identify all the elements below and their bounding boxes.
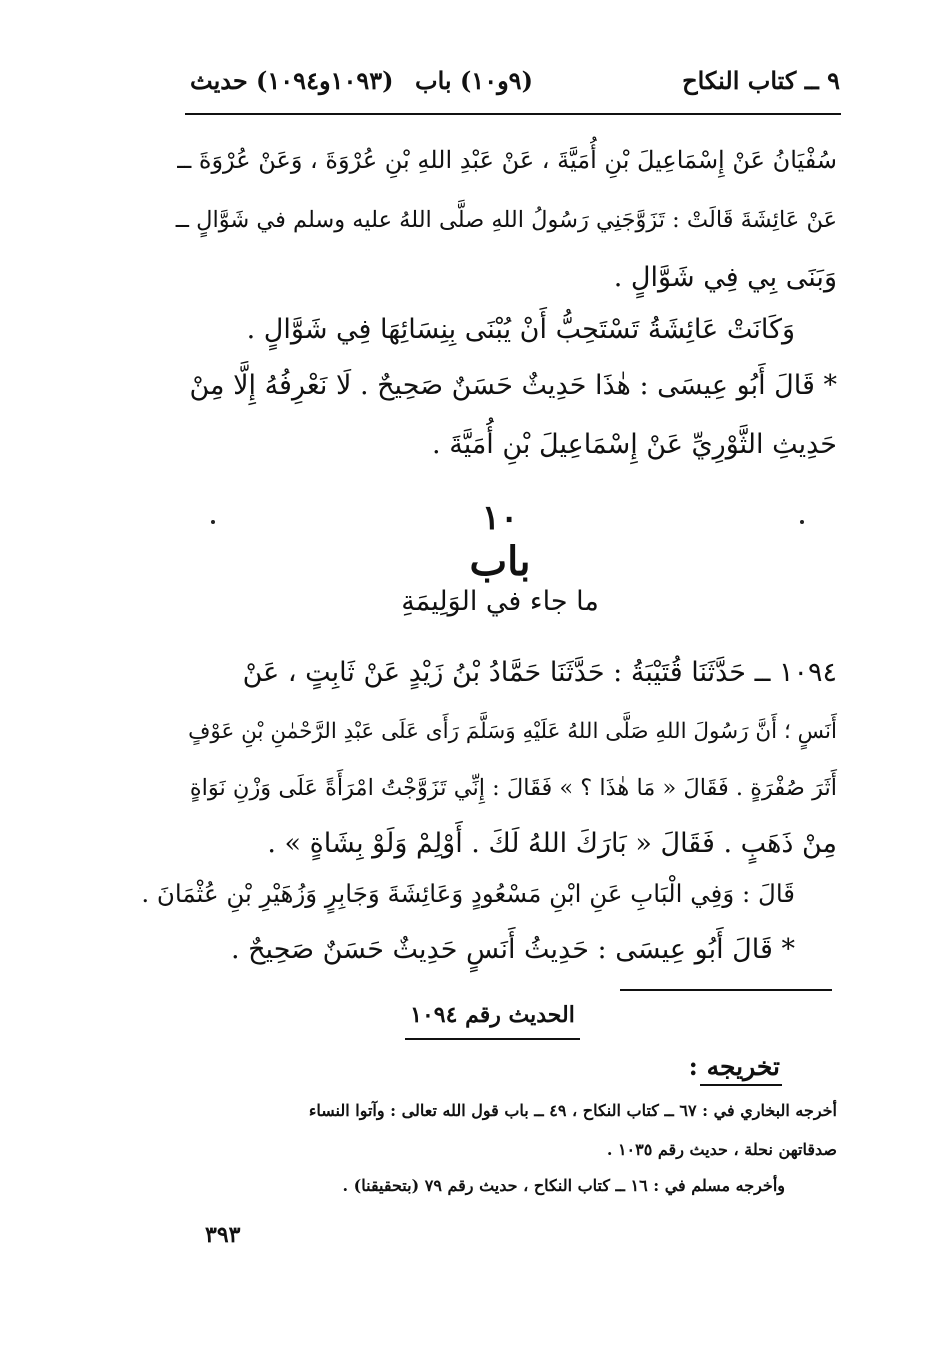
footnote-line: أخرجه البخاري في : ٦٧ ــ كتاب النكاح ، ٤٩ ــ باب قول الله تعالى : وآتوا النساء [308,1101,837,1120]
text-line: سُفْيَانُ عَنْ إِسْمَاعِيلَ بْنِ أُمَيَّةَ ، عَنْ عَبْدِ اللهِ بْنِ عُرْوَةَ ، وَعَنْ عُرْوَةَ ــ [177,146,837,174]
footnote-heading-underline [405,1038,580,1040]
running-header-bab: (٩و١٠) باب [415,66,533,95]
hadith-line: ١٠٩٤ ــ حَدَّثَنَا قُتَيْبَةُ : حَدَّثَنَا حَمَّادُ بْنُ زَيْدٍ عَنْ ثَابِتٍ ، عَنْ [242,657,837,688]
text-line: عَنْ عَائِشَةَ قَالَتْ : تَزَوَّجَنِي رَسُولُ اللهِ صلَّى اللهُ عليه وسلم في شَوَّالٍ ــ [175,207,837,233]
header-rule [185,113,841,115]
hadith-line: * قَالَ أَبُو عِيسَى : حَدِيثُ أَنَسٍ حَدِيثٌ حَسَنٌ صَحِيحٌ . [230,934,795,965]
footnote-separator [620,989,832,991]
scan-speck [211,520,215,524]
text-line: وَبَنَى بِي فِي شَوَّالٍ . [613,262,837,293]
hadith-line: قَالَ : وَفِي الْبَابِ عَنِ ابْنِ مَسْعُودٍ وَعَائِشَةَ وَجَابِرٍ وَزُهَيْرِ بْنِ عُثْمَانَ . [141,879,795,908]
hadith-line: أَثَرَ صُفْرَةٍ . فَقَالَ « مَا هٰذَا ؟ » فَقَالَ : إِنِّي تَزَوَّجْتُ امْرَأَةً عَلَى وَزْنِ نَوَاةٍ [189,775,837,801]
page-number: ٣٩٣ [205,1222,241,1248]
running-header-chapter: ٩ ــ كتاب النكاح [682,66,840,95]
running-header-hadith: (١٠٩٣و١٠٩٤) حديث [190,66,394,95]
takhrij-underline [700,1084,782,1086]
text-line: وَكَانَتْ عَائِشَةُ تَسْتَحِبُّ أَنْ يُبْنَى بِنِسَائِهَا فِي شَوَّالٍ . [246,314,795,345]
footnote-line: صدقاتهن نحلة ، حديث رقم ١٠٣٥ . [606,1140,837,1159]
chapter-subtitle: ما جاء في الوَلِيمَةِ [401,586,599,617]
scan-speck [800,520,804,524]
footnote-line: وأخرجه مسلم في : ١٦ ــ كتاب النكاح ، حديث رقم ٧٩ (بتحقيقنا) . [342,1176,785,1195]
takhrij-label: تخريجه : [688,1052,780,1081]
hadith-line: أَنَسٍ ؛ أَنَّ رَسُولَ اللهِ صَلَّى اللهُ عَلَيْهِ وَسَلَّمَ رَأَى عَلَى عَبْدِ الرَّحْمٰنِ بْنِ عَوْفٍ [188,719,837,744]
chapter-number: ١٠ [481,498,519,538]
hadith-line: مِنْ ذَهَبٍ . فَقَالَ « بَارَكَ اللهُ لَكَ . أَوْلِمْ وَلَوْ بِشَاةٍ » . [267,828,837,859]
footnote-heading: الحديث رقم ١٠٩٤ [410,1002,575,1028]
text-line: حَدِيثِ الثَّوْرِيِّ عَنْ إِسْمَاعِيلَ بْنِ أُمَيَّةَ . [432,429,837,460]
chapter-title: باب [469,538,531,585]
text-line: * قَالَ أَبُو عِيسَى : هٰذَا حَدِيثٌ حَسَنٌ صَحِيحٌ . لَا نَعْرِفُهُ إِلَّا مِنْ [189,370,837,401]
